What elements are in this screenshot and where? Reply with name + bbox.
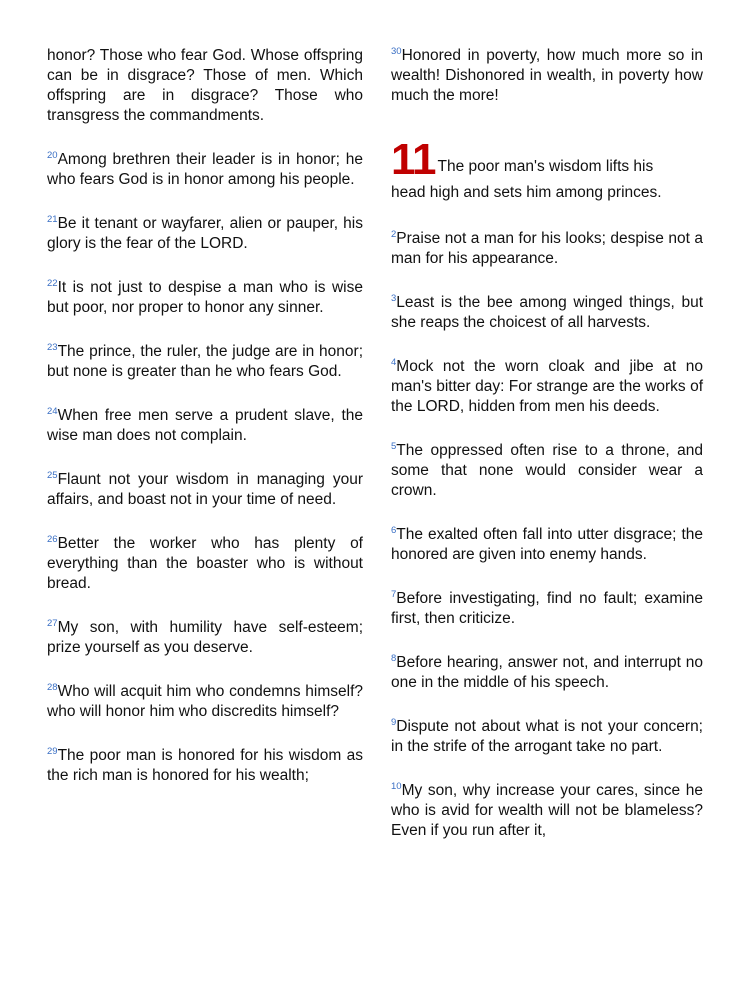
verse-text: It is not just to despise a man who is wise but poor, nor proper to honor any sinner. <box>47 279 363 316</box>
verse-9 <box>391 717 703 757</box>
verse-text: When free men serve a prudent slave, the wise man does not complain. <box>47 407 363 444</box>
verse-number: 28 <box>47 681 58 693</box>
verse-number: 30 <box>391 45 402 57</box>
verse-number: 3 <box>391 292 397 304</box>
verse-text: The prince, the ruler, the judge are in honor; but none is greater than he who fears God. <box>47 343 363 380</box>
verse-30 <box>391 46 703 106</box>
verse-number: 10 <box>391 780 402 792</box>
verse-28 <box>47 682 363 722</box>
chapter-first-line: The poor man's wisdom lifts his <box>437 158 654 175</box>
verse-text: Among brethren their leader is in honor; he who fears God is in honor among his people. <box>47 151 363 188</box>
verse-text: My son, with humility have self-esteem; prize yourself as you deserve. <box>47 619 363 656</box>
verse-number: 22 <box>47 277 58 289</box>
verse-21 <box>47 214 363 254</box>
verse-text: Better the worker who has plenty of everything than the boaster who is without bread. <box>47 535 363 592</box>
verse-text: Be it tenant or wayfarer, alien or pauper, his glory is the fear of the LORD. <box>47 215 363 252</box>
left-column <box>47 46 363 810</box>
verse-number: 23 <box>47 341 58 353</box>
verse-text: Dispute not about what is not your concern; in the strife of the arrogant take no part. <box>391 718 703 755</box>
verse-22 <box>47 278 363 318</box>
verse-10 <box>391 781 703 841</box>
verse-text: Before investigating, find no fault; examine first, then criticize. <box>391 590 703 627</box>
verse-7 <box>391 589 703 629</box>
verse-5 <box>391 441 703 501</box>
verse-number: 7 <box>391 588 397 600</box>
verse-25 <box>47 470 363 510</box>
verse-number: 21 <box>47 213 58 225</box>
verse-number: 25 <box>47 469 58 481</box>
chapter-opening <box>391 135 703 205</box>
verse-number: 20 <box>47 149 58 161</box>
verse-text: Honored in poverty, how much more so in wealth! Dishonored in wealth, in poverty how much the more! <box>391 47 703 104</box>
chapter-number: 11 <box>391 135 436 184</box>
chapter-second-line: head high and sets him among princes. <box>391 184 662 201</box>
verse-4 <box>391 357 703 417</box>
verse-text: Flaunt not your wisdom in managing your affairs, and boast not in your time of need. <box>47 471 363 508</box>
verse-26 <box>47 534 363 594</box>
verse-number: 4 <box>391 356 397 368</box>
verse-number: 5 <box>391 440 397 452</box>
verse-number: 6 <box>391 524 397 536</box>
verse-number: 29 <box>47 745 58 757</box>
verse-3 <box>391 293 703 333</box>
verse-text: Mock not the worn cloak and jibe at no man's bitter day: For strange are the works of the LORD, hidden from men his deeds. <box>391 358 703 415</box>
verse-text: honor? Those who fear God. Whose offspring can be in disgrace? Those of men. Which offspring are in disgrace? Those who transgress the commandments. <box>47 47 363 124</box>
verse-number: 27 <box>47 617 58 629</box>
verse-6 <box>391 525 703 565</box>
verse-text: Praise not a man for his looks; despise not a man for his appearance. <box>391 230 703 267</box>
verse-29 <box>47 746 363 786</box>
right-column <box>391 46 703 865</box>
verse-number: 8 <box>391 652 397 664</box>
verse-text: Who will acquit him who condemns himself? who will honor him who discredits himself? <box>47 683 363 720</box>
verse-number: 24 <box>47 405 58 417</box>
verse-text: Before hearing, answer not, and interrupt no one in the middle of his speech. <box>391 654 703 691</box>
verse-text: The exalted often fall into utter disgrace; the honored are given into enemy hands. <box>391 526 703 563</box>
verse-number: 2 <box>391 228 397 240</box>
verse <box>47 46 363 126</box>
verse-number: 26 <box>47 533 58 545</box>
verse-20 <box>47 150 363 190</box>
verse-text: The oppressed often rise to a throne, and some that none would consider wear a crown. <box>391 442 703 499</box>
verse-8 <box>391 653 703 693</box>
verse-27 <box>47 618 363 658</box>
verse-24 <box>47 406 363 446</box>
verse-text: Least is the bee among winged things, but she reaps the choicest of all harvests. <box>391 294 703 331</box>
verse-number: 9 <box>391 716 397 728</box>
verse-23 <box>47 342 363 382</box>
verse-text: My son, why increase your cares, since he who is avid for wealth will not be blameless? Even if you run after it, <box>391 782 703 839</box>
verse-text: The poor man is honored for his wisdom as the rich man is honored for his wealth; <box>47 747 363 784</box>
verse-2 <box>391 229 703 269</box>
